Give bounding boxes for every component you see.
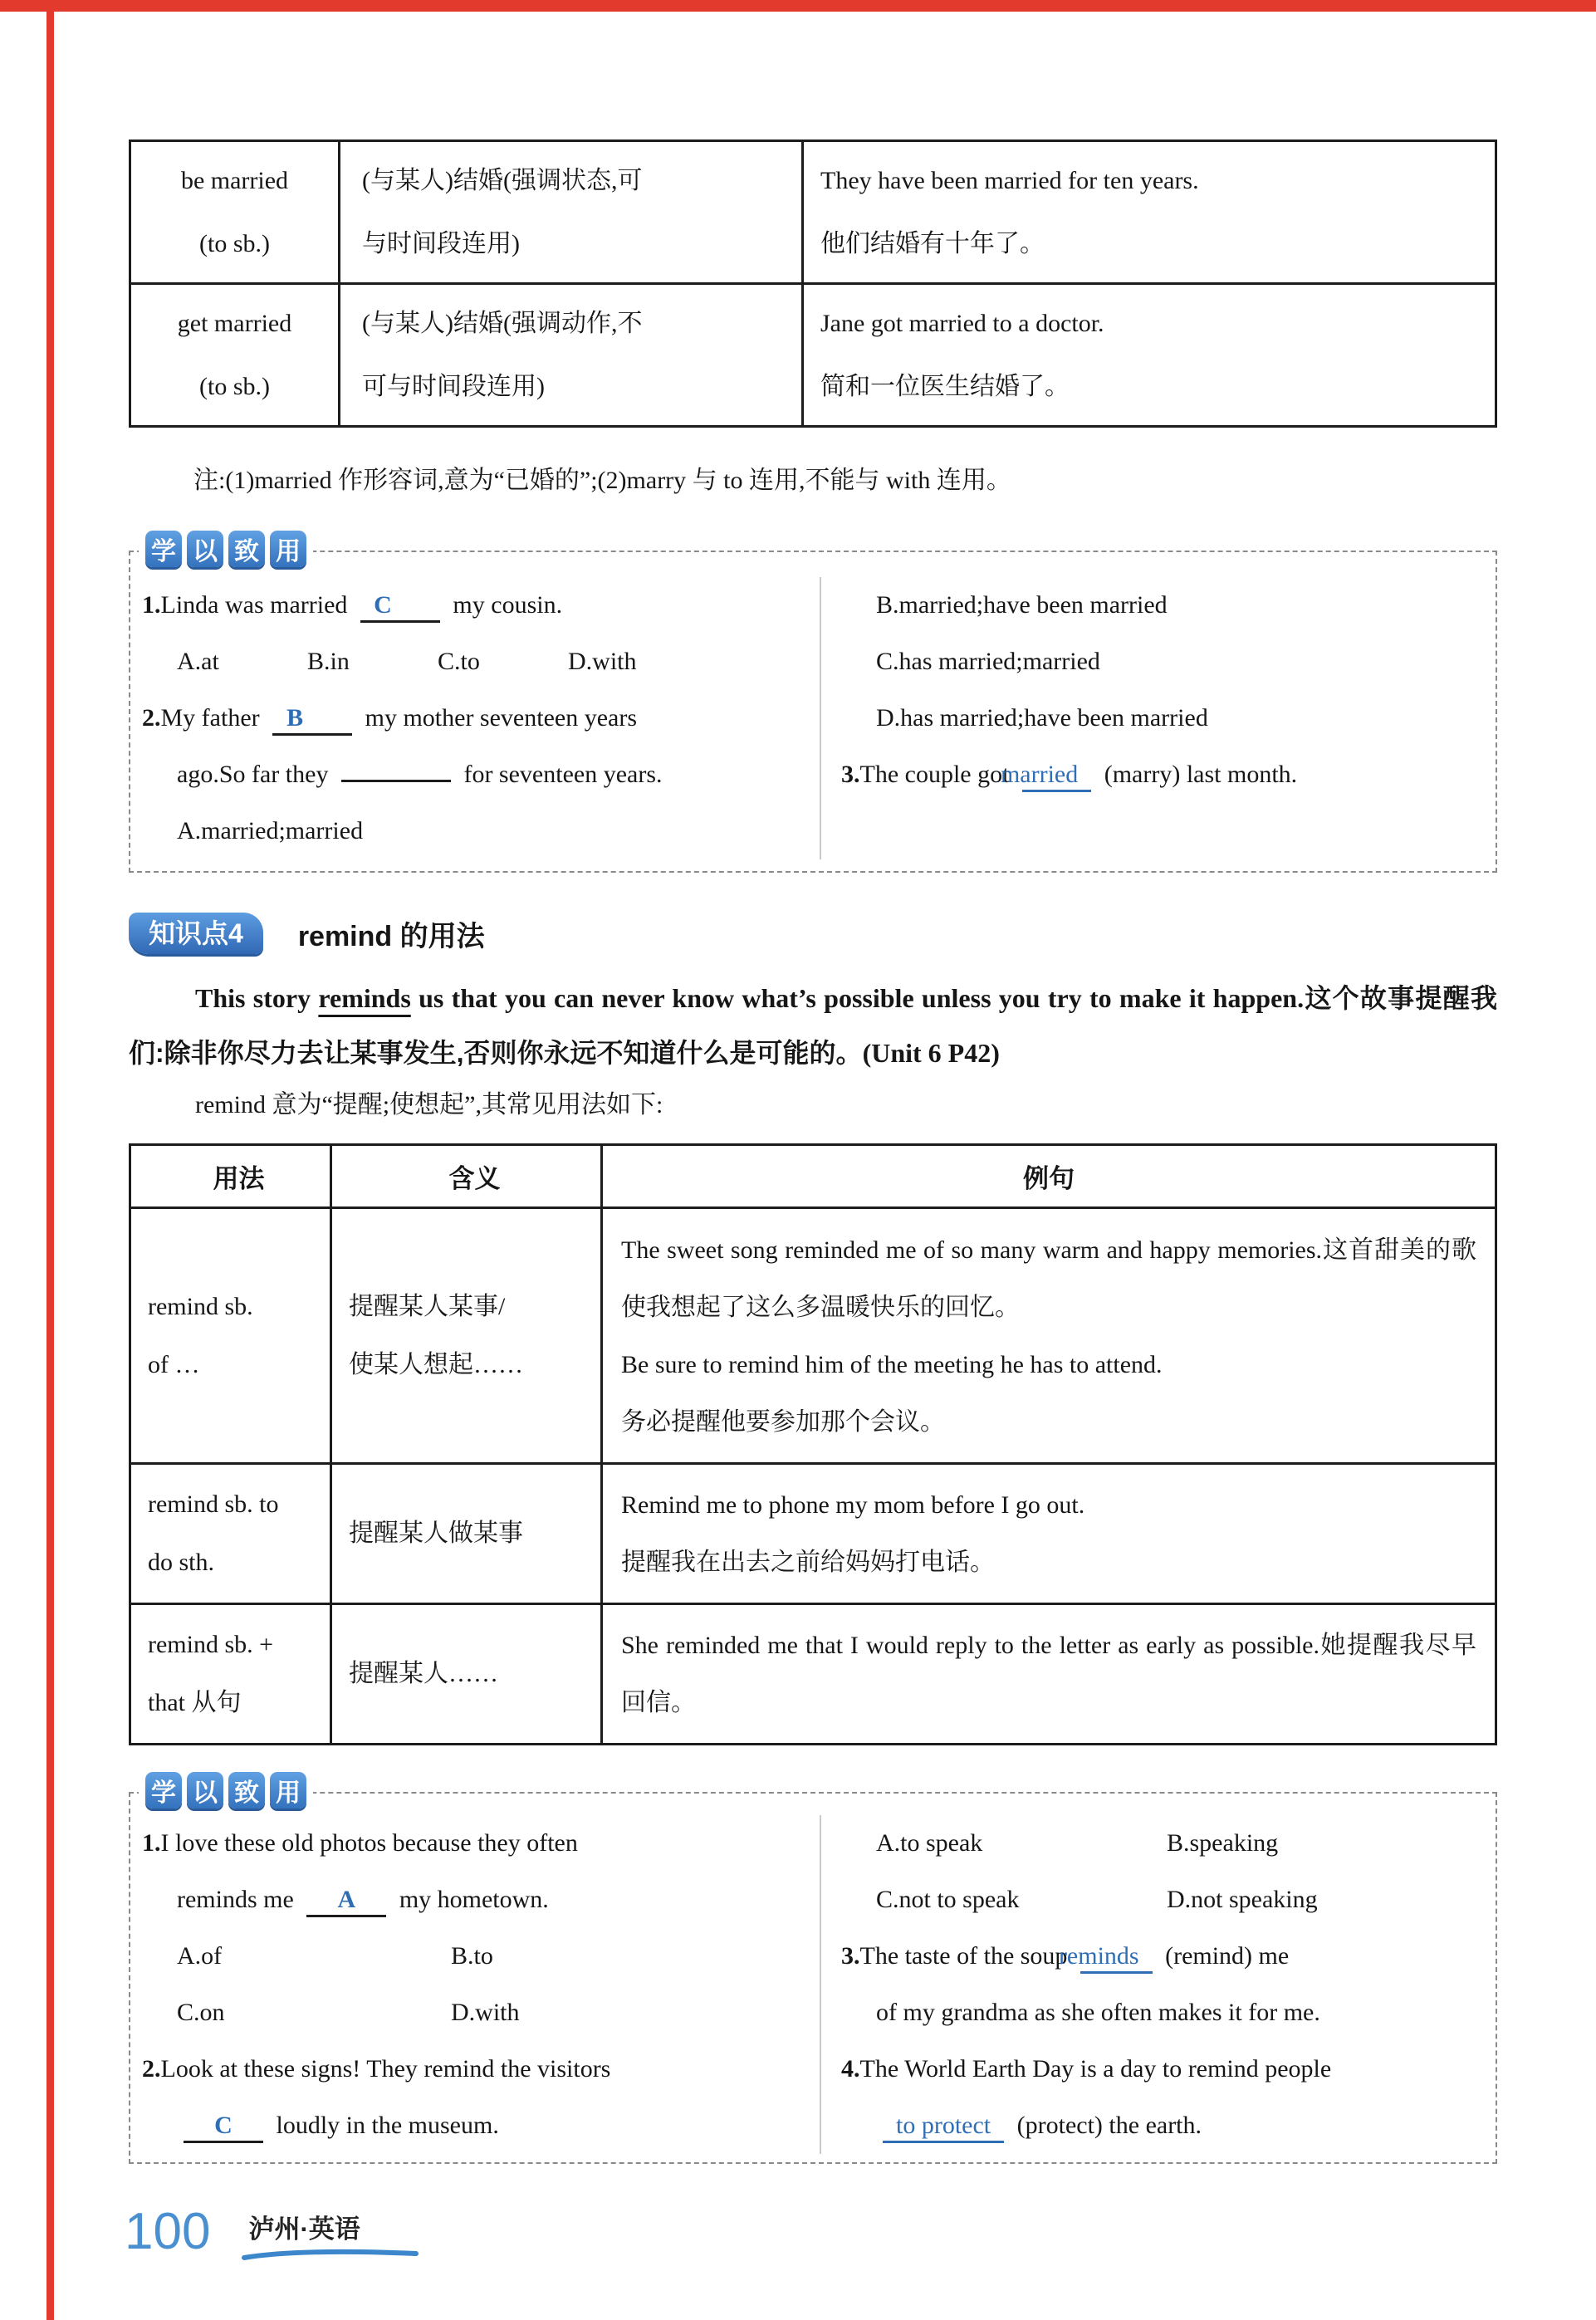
question-2 (142, 690, 820, 746)
question-1 (142, 1815, 820, 1872)
options-row (142, 1928, 820, 1985)
badge-char: 用 (270, 1772, 306, 1809)
options-row (841, 1815, 1496, 1872)
meaning-cell (340, 141, 803, 284)
question-text: Linda was married (160, 591, 348, 619)
page-number: 100 (125, 2203, 211, 2260)
sentence-en: us that you can never know what’s possible unless you try to make it happen. (419, 983, 1305, 1013)
question-number: 3. (841, 761, 860, 788)
question-text: The taste of the soup (859, 1942, 1068, 1970)
option-label: B.married;have been married (876, 591, 1168, 619)
example-cell (602, 1208, 1496, 1464)
example-text: Be sure to remind him of the meeting he has to attend. (621, 1350, 1163, 1378)
answer-blank: A (306, 1885, 386, 1917)
page-content (129, 139, 1497, 2164)
example-cell (803, 284, 1496, 427)
usage-text: remind sb. (148, 1292, 253, 1320)
answer-word: to protect (883, 2111, 1004, 2143)
knowledge-point-badge: 知识点4 (129, 913, 263, 954)
usage-cell (130, 1208, 331, 1464)
answer-word: reminds (1080, 1941, 1153, 1974)
meaning-text: 使某人想起…… (349, 1350, 523, 1378)
option-label: A.married;married (177, 817, 364, 844)
grammar-note: 注:(1)married 作形容词,意为“已婚的”;(2)marry 与 to 连用,不能与 with 连用。 (193, 467, 1011, 494)
table-header-row (130, 1145, 1496, 1208)
option-label: D.has married;have been married (876, 704, 1208, 732)
term-cell (130, 284, 340, 427)
question-2-continued (142, 746, 820, 803)
column-header: 例句 (602, 1145, 1496, 1208)
option-label: C.to (438, 648, 480, 675)
unit-reference: (Unit 6 P42) (862, 1038, 1000, 1068)
question-number: 2. (142, 2055, 161, 2083)
example-text: 提醒我在出去之前给妈妈打电话。 (621, 1549, 995, 1576)
brand-underline-swoosh-icon (242, 2247, 419, 2262)
badge-char: 以 (187, 1772, 223, 1809)
example-cell (803, 141, 1496, 284)
question-text: of my grandma as she often makes it for me. (876, 1999, 1320, 2026)
option-label: D.not speaking (1167, 1886, 1318, 1913)
key-sentence-paragraph (129, 971, 1497, 1080)
usage-text: of … (148, 1350, 200, 1378)
xueyizhiyong-badge (139, 1772, 313, 1809)
question-text: I love these old photos because they often (160, 1829, 578, 1857)
question-number: 1. (142, 591, 161, 619)
table-row (130, 284, 1496, 427)
knowledge-point-title: remind 的用法 (297, 920, 485, 952)
table-row (130, 141, 1496, 284)
example-cell (602, 1464, 1496, 1604)
badge-char: 学 (145, 1772, 182, 1809)
sentence-en: This story (195, 983, 311, 1013)
option-label: A.at (177, 648, 219, 675)
knowledge-point-header (129, 913, 1497, 954)
option-label: B.speaking (1167, 1829, 1279, 1857)
meaning-text: 提醒某人某事/ (349, 1292, 506, 1320)
example-en: Jane got married to a doctor. (820, 309, 1104, 337)
question-3 (841, 746, 1496, 803)
answer-blank: C (184, 2111, 263, 2143)
option-label: C.not to speak (876, 1886, 1020, 1913)
example-text: Remind me to phone my mom before I go out. (621, 1491, 1085, 1519)
question-4 (841, 2041, 1496, 2097)
question-number: 2. (142, 704, 161, 732)
question-text: (marry) last month. (1104, 761, 1298, 788)
practice-left-column (142, 1815, 820, 2154)
xueyizhiyong-badge (139, 531, 313, 567)
practice-right-column (820, 1815, 1496, 2154)
question-text: (remind) me (1165, 1942, 1290, 1970)
practice-box-2 (129, 1779, 1497, 2164)
practice-box-1 (129, 538, 1497, 873)
options-row (142, 1985, 820, 2041)
example-zh: 他们结婚有十年了。 (820, 229, 1045, 257)
usage-text: that 从句 (148, 1689, 242, 1716)
question-text: loudly in the museum. (276, 2112, 499, 2139)
options-row (841, 1872, 1496, 1928)
question-text: my hometown. (399, 1886, 549, 1913)
usage-intro: remind 意为“提醒;使想起”,其常见用法如下: (195, 1091, 663, 1118)
usage-cell (130, 1604, 331, 1745)
table-row (130, 1604, 1496, 1745)
question-3 (841, 1928, 1496, 1985)
page-footer (125, 2205, 360, 2259)
question-text: my cousin. (453, 591, 563, 619)
brand-label-wrap (248, 2208, 360, 2259)
option-label: D.with (568, 648, 637, 675)
question-1 (142, 577, 820, 634)
meaning-text: 提醒某人做某事 (349, 1520, 523, 1547)
meaning-text: (与某人)结婚(强调动作,不 (362, 309, 643, 337)
meaning-text: (与某人)结婚(强调状态,可 (362, 166, 643, 194)
remind-usage-table (129, 1143, 1497, 1745)
question-text: ago.So far they (177, 761, 329, 788)
question-text: My father (160, 704, 260, 732)
meaning-cell (331, 1604, 602, 1745)
badge-char: 以 (187, 531, 223, 567)
question-4-continued (841, 2097, 1496, 2154)
question-2-continued (142, 2097, 820, 2154)
options-row (142, 634, 820, 690)
practice-left-column (142, 577, 820, 859)
sentence-zh: 这个故事提醒我们:除非你尽力去让某事发生,否则你永远不知道什么是可能的。 (129, 983, 1498, 1068)
option-label: B.in (307, 648, 350, 675)
example-cell (602, 1604, 1496, 1745)
page-edge-top (0, 0, 1596, 12)
option-label: A.to speak (876, 1829, 983, 1857)
brand-label: 泸州·英语 (248, 2215, 360, 2244)
column-header: 含义 (331, 1145, 602, 1208)
example-zh: 简和一位医生结婚了。 (820, 372, 1070, 400)
option-label: C.has married;married (876, 648, 1100, 675)
married-usage-table (129, 139, 1497, 428)
answer-blank: B (272, 703, 352, 736)
meaning-text: 可与时间段连用) (362, 372, 545, 400)
term-text: get married (177, 309, 292, 337)
question-text: my mother seventeen years (365, 704, 638, 732)
usage-cell (130, 1464, 331, 1604)
answer-blank: C (360, 590, 440, 623)
question-text: Look at these signs! They remind the visitors (160, 2055, 611, 2083)
column-header: 用法 (130, 1145, 331, 1208)
meaning-text: 提醒某人…… (349, 1660, 498, 1687)
badge-char: 致 (228, 1772, 265, 1809)
question-text: reminds me (177, 1886, 294, 1913)
option-label: D.with (451, 1999, 520, 2026)
practice-right-column (820, 577, 1496, 859)
table-row (130, 1208, 1496, 1464)
table-row (130, 1464, 1496, 1604)
term-cell (130, 141, 340, 284)
question-number: 3. (841, 1942, 860, 1970)
term-text: (to sb.) (199, 229, 270, 257)
usage-text: do sth. (148, 1549, 215, 1576)
highlighted-word: reminds (318, 983, 411, 1013)
options-row (142, 803, 820, 859)
meaning-cell (340, 284, 803, 427)
example-text: The sweet song reminded me of so many warm and happy memories.这首甜美的歌使我想起了这么多温暖快乐的回忆。 (621, 1236, 1476, 1321)
term-text: be married (180, 166, 289, 194)
option-label: B.to (451, 1942, 493, 1970)
badge-char: 学 (145, 531, 182, 567)
meaning-text: 与时间段连用) (362, 229, 520, 257)
question-number: 1. (142, 1829, 161, 1857)
term-text: (to sb.) (199, 372, 270, 400)
option-label: A.of (177, 1942, 223, 1970)
question-3-continued (841, 1985, 1496, 2041)
question-text: (protect) the earth. (1016, 2112, 1202, 2139)
badge-char: 致 (228, 531, 265, 567)
empty-blank (341, 780, 451, 782)
usage-text: remind sb. + (148, 1631, 274, 1658)
example-text: 务必提醒他要参加那个会议。 (621, 1407, 945, 1436)
question-1-continued (142, 1872, 820, 1928)
usage-text: remind sb. to (148, 1490, 279, 1518)
badge-char: 用 (270, 531, 306, 567)
option-label: C.on (177, 1999, 225, 2026)
page-edge-left (47, 0, 54, 2320)
question-text: The World Earth Day is a day to remind people (859, 2055, 1332, 2083)
meaning-cell (331, 1464, 602, 1604)
question-text: The couple got (859, 761, 1010, 788)
question-2 (142, 2041, 820, 2097)
question-text: for seventeen years. (463, 761, 663, 788)
example-text: She reminded me that I would reply to the letter as early as possible.她提醒我尽早回信。 (621, 1632, 1476, 1716)
answer-word: married (1022, 760, 1091, 792)
question-number: 4. (841, 2055, 860, 2083)
example-en: They have been married for ten years. (820, 166, 1199, 194)
meaning-cell (331, 1208, 602, 1464)
